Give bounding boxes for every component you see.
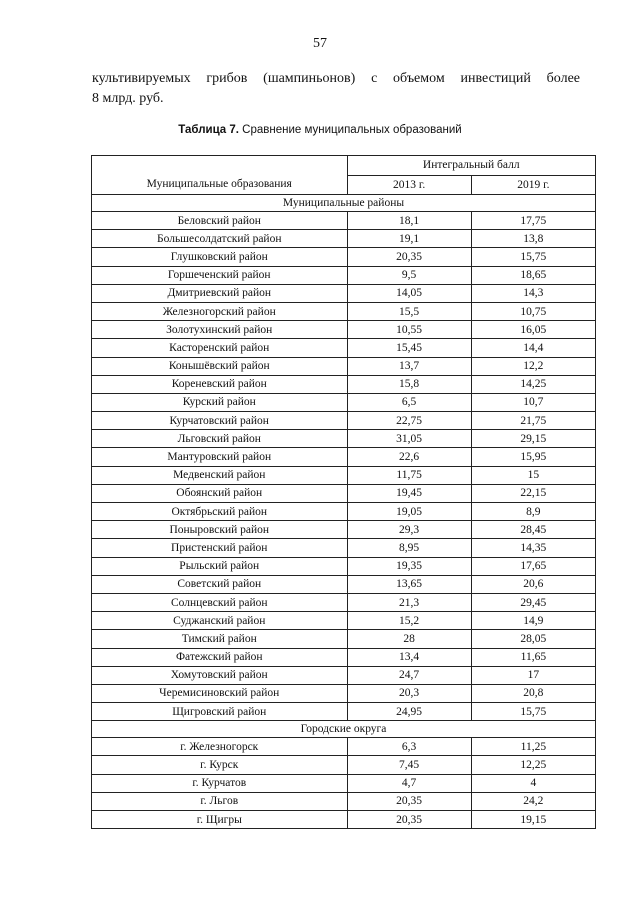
municipality-name-cell: Золотухинский район: [92, 321, 348, 339]
municipality-name-cell: Щигровский район: [92, 703, 348, 721]
table-row: [92, 430, 596, 448]
score-2019-cell: 17: [471, 666, 595, 684]
municipality-name-cell: Мантуровский район: [92, 448, 348, 466]
score-2013-cell: 9,5: [347, 266, 471, 284]
table-row: [92, 557, 596, 575]
municipality-name-cell: г. Щигры: [92, 811, 348, 829]
header-year-2013: 2013 г.: [347, 175, 471, 195]
intro-text-line-2: 8 млрд. руб.: [92, 91, 164, 106]
score-2019-cell: 14,9: [471, 612, 595, 630]
municipality-name-cell: Касторенский район: [92, 339, 348, 357]
municipality-name-cell: Беловский район: [92, 212, 348, 230]
score-2019-cell: 14,25: [471, 375, 595, 393]
municipality-name-cell: Октябрьский район: [92, 503, 348, 521]
score-2013-cell: 19,35: [347, 557, 471, 575]
table-row: [92, 302, 596, 320]
table-row: [92, 503, 596, 521]
score-2013-cell: 13,7: [347, 357, 471, 375]
score-2019-cell: 12,2: [471, 357, 595, 375]
table-row: [92, 684, 596, 702]
score-2019-cell: 29,15: [471, 430, 595, 448]
score-2013-cell: 13,4: [347, 648, 471, 666]
score-2019-cell: 18,65: [471, 266, 595, 284]
municipality-name-cell: Поныровский район: [92, 521, 348, 539]
table-group-row: [92, 721, 596, 738]
municipality-name-cell: Солнцевский район: [92, 593, 348, 611]
table-row: [92, 375, 596, 393]
score-2013-cell: 28: [347, 630, 471, 648]
score-2019-cell: 8,9: [471, 503, 595, 521]
score-2013-cell: 14,05: [347, 284, 471, 302]
table-row: [92, 212, 596, 230]
table-row: [92, 612, 596, 630]
table-row: [92, 339, 596, 357]
table-row: [92, 266, 596, 284]
score-2019-cell: 14,3: [471, 284, 595, 302]
score-2013-cell: 20,35: [347, 248, 471, 266]
municipality-name-cell: Тимский район: [92, 630, 348, 648]
table-row: [92, 448, 596, 466]
score-2019-cell: 24,2: [471, 792, 595, 810]
table-row: [92, 466, 596, 484]
table-row: [92, 284, 596, 302]
score-2019-cell: 4: [471, 774, 595, 792]
score-2019-cell: 14,35: [471, 539, 595, 557]
score-2019-cell: 11,65: [471, 648, 595, 666]
table-caption-label: Таблица 7.: [178, 124, 239, 136]
score-2013-cell: 20,35: [347, 792, 471, 810]
score-2019-cell: 17,65: [471, 557, 595, 575]
table-row: [92, 648, 596, 666]
municipality-name-cell: Фатежский район: [92, 648, 348, 666]
score-2019-cell: 20,8: [471, 684, 595, 702]
header-integral-score: Интегральный балл: [347, 156, 596, 176]
municipality-name-cell: Черемисиновский район: [92, 684, 348, 702]
score-2013-cell: 24,7: [347, 666, 471, 684]
table-row: [92, 539, 596, 557]
table-row: [92, 484, 596, 502]
municipality-name-cell: Пристенский район: [92, 539, 348, 557]
score-2013-cell: 29,3: [347, 521, 471, 539]
municipality-name-cell: Обоянский район: [92, 484, 348, 502]
score-2013-cell: 20,3: [347, 684, 471, 702]
municipality-name-cell: г. Курчатов: [92, 774, 348, 792]
score-2013-cell: 19,45: [347, 484, 471, 502]
table-row: [92, 521, 596, 539]
score-2019-cell: 17,75: [471, 212, 595, 230]
table-row: [92, 393, 596, 411]
score-2013-cell: 18,1: [347, 212, 471, 230]
score-2019-cell: 12,25: [471, 756, 595, 774]
municipality-name-cell: Конышёвский район: [92, 357, 348, 375]
municipality-name-cell: Курский район: [92, 393, 348, 411]
score-2013-cell: 19,1: [347, 230, 471, 248]
municipality-name-cell: Дмитриевский район: [92, 284, 348, 302]
table-row: [92, 321, 596, 339]
group-title: Городские округа: [92, 721, 596, 738]
score-2013-cell: 20,35: [347, 811, 471, 829]
score-2013-cell: 10,55: [347, 321, 471, 339]
score-2019-cell: 10,75: [471, 302, 595, 320]
municipality-name-cell: г. Железногорск: [92, 738, 348, 756]
municipality-name-cell: Рыльский район: [92, 557, 348, 575]
score-2013-cell: 15,2: [347, 612, 471, 630]
municipality-name-cell: г. Курск: [92, 756, 348, 774]
municipality-name-cell: Хомутовский район: [92, 666, 348, 684]
municipality-name-cell: Льговский район: [92, 430, 348, 448]
score-2019-cell: 11,25: [471, 738, 595, 756]
municipality-name-cell: Курчатовский район: [92, 412, 348, 430]
score-2019-cell: 15: [471, 466, 595, 484]
table-row: [92, 756, 596, 774]
table-row: [92, 412, 596, 430]
table-row: [92, 230, 596, 248]
score-2013-cell: 22,75: [347, 412, 471, 430]
table-header-row: [92, 156, 596, 176]
score-2013-cell: 24,95: [347, 703, 471, 721]
page-number: 57: [313, 36, 327, 51]
score-2019-cell: 13,8: [471, 230, 595, 248]
score-2019-cell: 15,75: [471, 703, 595, 721]
table-row: [92, 738, 596, 756]
group-title: Муниципальные районы: [92, 195, 596, 212]
table-row: [92, 248, 596, 266]
table-row: [92, 666, 596, 684]
municipality-name-cell: Железногорский район: [92, 302, 348, 320]
municipality-name-cell: Большесолдатский район: [92, 230, 348, 248]
score-2013-cell: 8,95: [347, 539, 471, 557]
municipality-name-cell: Кореневский район: [92, 375, 348, 393]
score-2019-cell: 16,05: [471, 321, 595, 339]
score-2013-cell: 15,45: [347, 339, 471, 357]
score-2019-cell: 28,45: [471, 521, 595, 539]
intro-text-line-1: культивируемых грибов (шампиньонов) с объемом инвестиций более: [92, 71, 580, 86]
score-2013-cell: 6,3: [347, 738, 471, 756]
score-2013-cell: 15,5: [347, 302, 471, 320]
municipality-name-cell: Горшеченский район: [92, 266, 348, 284]
score-2019-cell: 19,15: [471, 811, 595, 829]
score-2019-cell: 20,6: [471, 575, 595, 593]
table-row: [92, 575, 596, 593]
table-row: [92, 630, 596, 648]
header-year-2019: 2019 г.: [471, 175, 595, 195]
score-2019-cell: 15,75: [471, 248, 595, 266]
municipality-name-cell: Суджанский район: [92, 612, 348, 630]
score-2019-cell: 10,7: [471, 393, 595, 411]
municipality-name-cell: Глушковский район: [92, 248, 348, 266]
table-row: [92, 811, 596, 829]
table-row: [92, 357, 596, 375]
table-caption-text: Сравнение муниципальных образований: [238, 124, 462, 136]
score-2013-cell: 6,5: [347, 393, 471, 411]
score-2013-cell: 22,6: [347, 448, 471, 466]
score-2019-cell: 22,15: [471, 484, 595, 502]
header-municipalities: Муниципальные образования: [92, 156, 348, 195]
score-2013-cell: 11,75: [347, 466, 471, 484]
table-caption: [0, 124, 640, 136]
table-row: [92, 774, 596, 792]
score-2019-cell: 21,75: [471, 412, 595, 430]
table-body: [92, 195, 596, 829]
comparison-table: [91, 155, 596, 829]
score-2013-cell: 19,05: [347, 503, 471, 521]
table-row: [92, 792, 596, 810]
score-2013-cell: 15,8: [347, 375, 471, 393]
score-2013-cell: 7,45: [347, 756, 471, 774]
municipality-name-cell: Медвенский район: [92, 466, 348, 484]
score-2019-cell: 29,45: [471, 593, 595, 611]
score-2013-cell: 21,3: [347, 593, 471, 611]
score-2019-cell: 28,05: [471, 630, 595, 648]
score-2013-cell: 4,7: [347, 774, 471, 792]
score-2019-cell: 14,4: [471, 339, 595, 357]
score-2013-cell: 31,05: [347, 430, 471, 448]
municipality-name-cell: Советский район: [92, 575, 348, 593]
score-2013-cell: 13,65: [347, 575, 471, 593]
municipality-name-cell: г. Льгов: [92, 792, 348, 810]
table-group-row: [92, 195, 596, 212]
score-2019-cell: 15,95: [471, 448, 595, 466]
table-row: [92, 593, 596, 611]
table-row: [92, 703, 596, 721]
